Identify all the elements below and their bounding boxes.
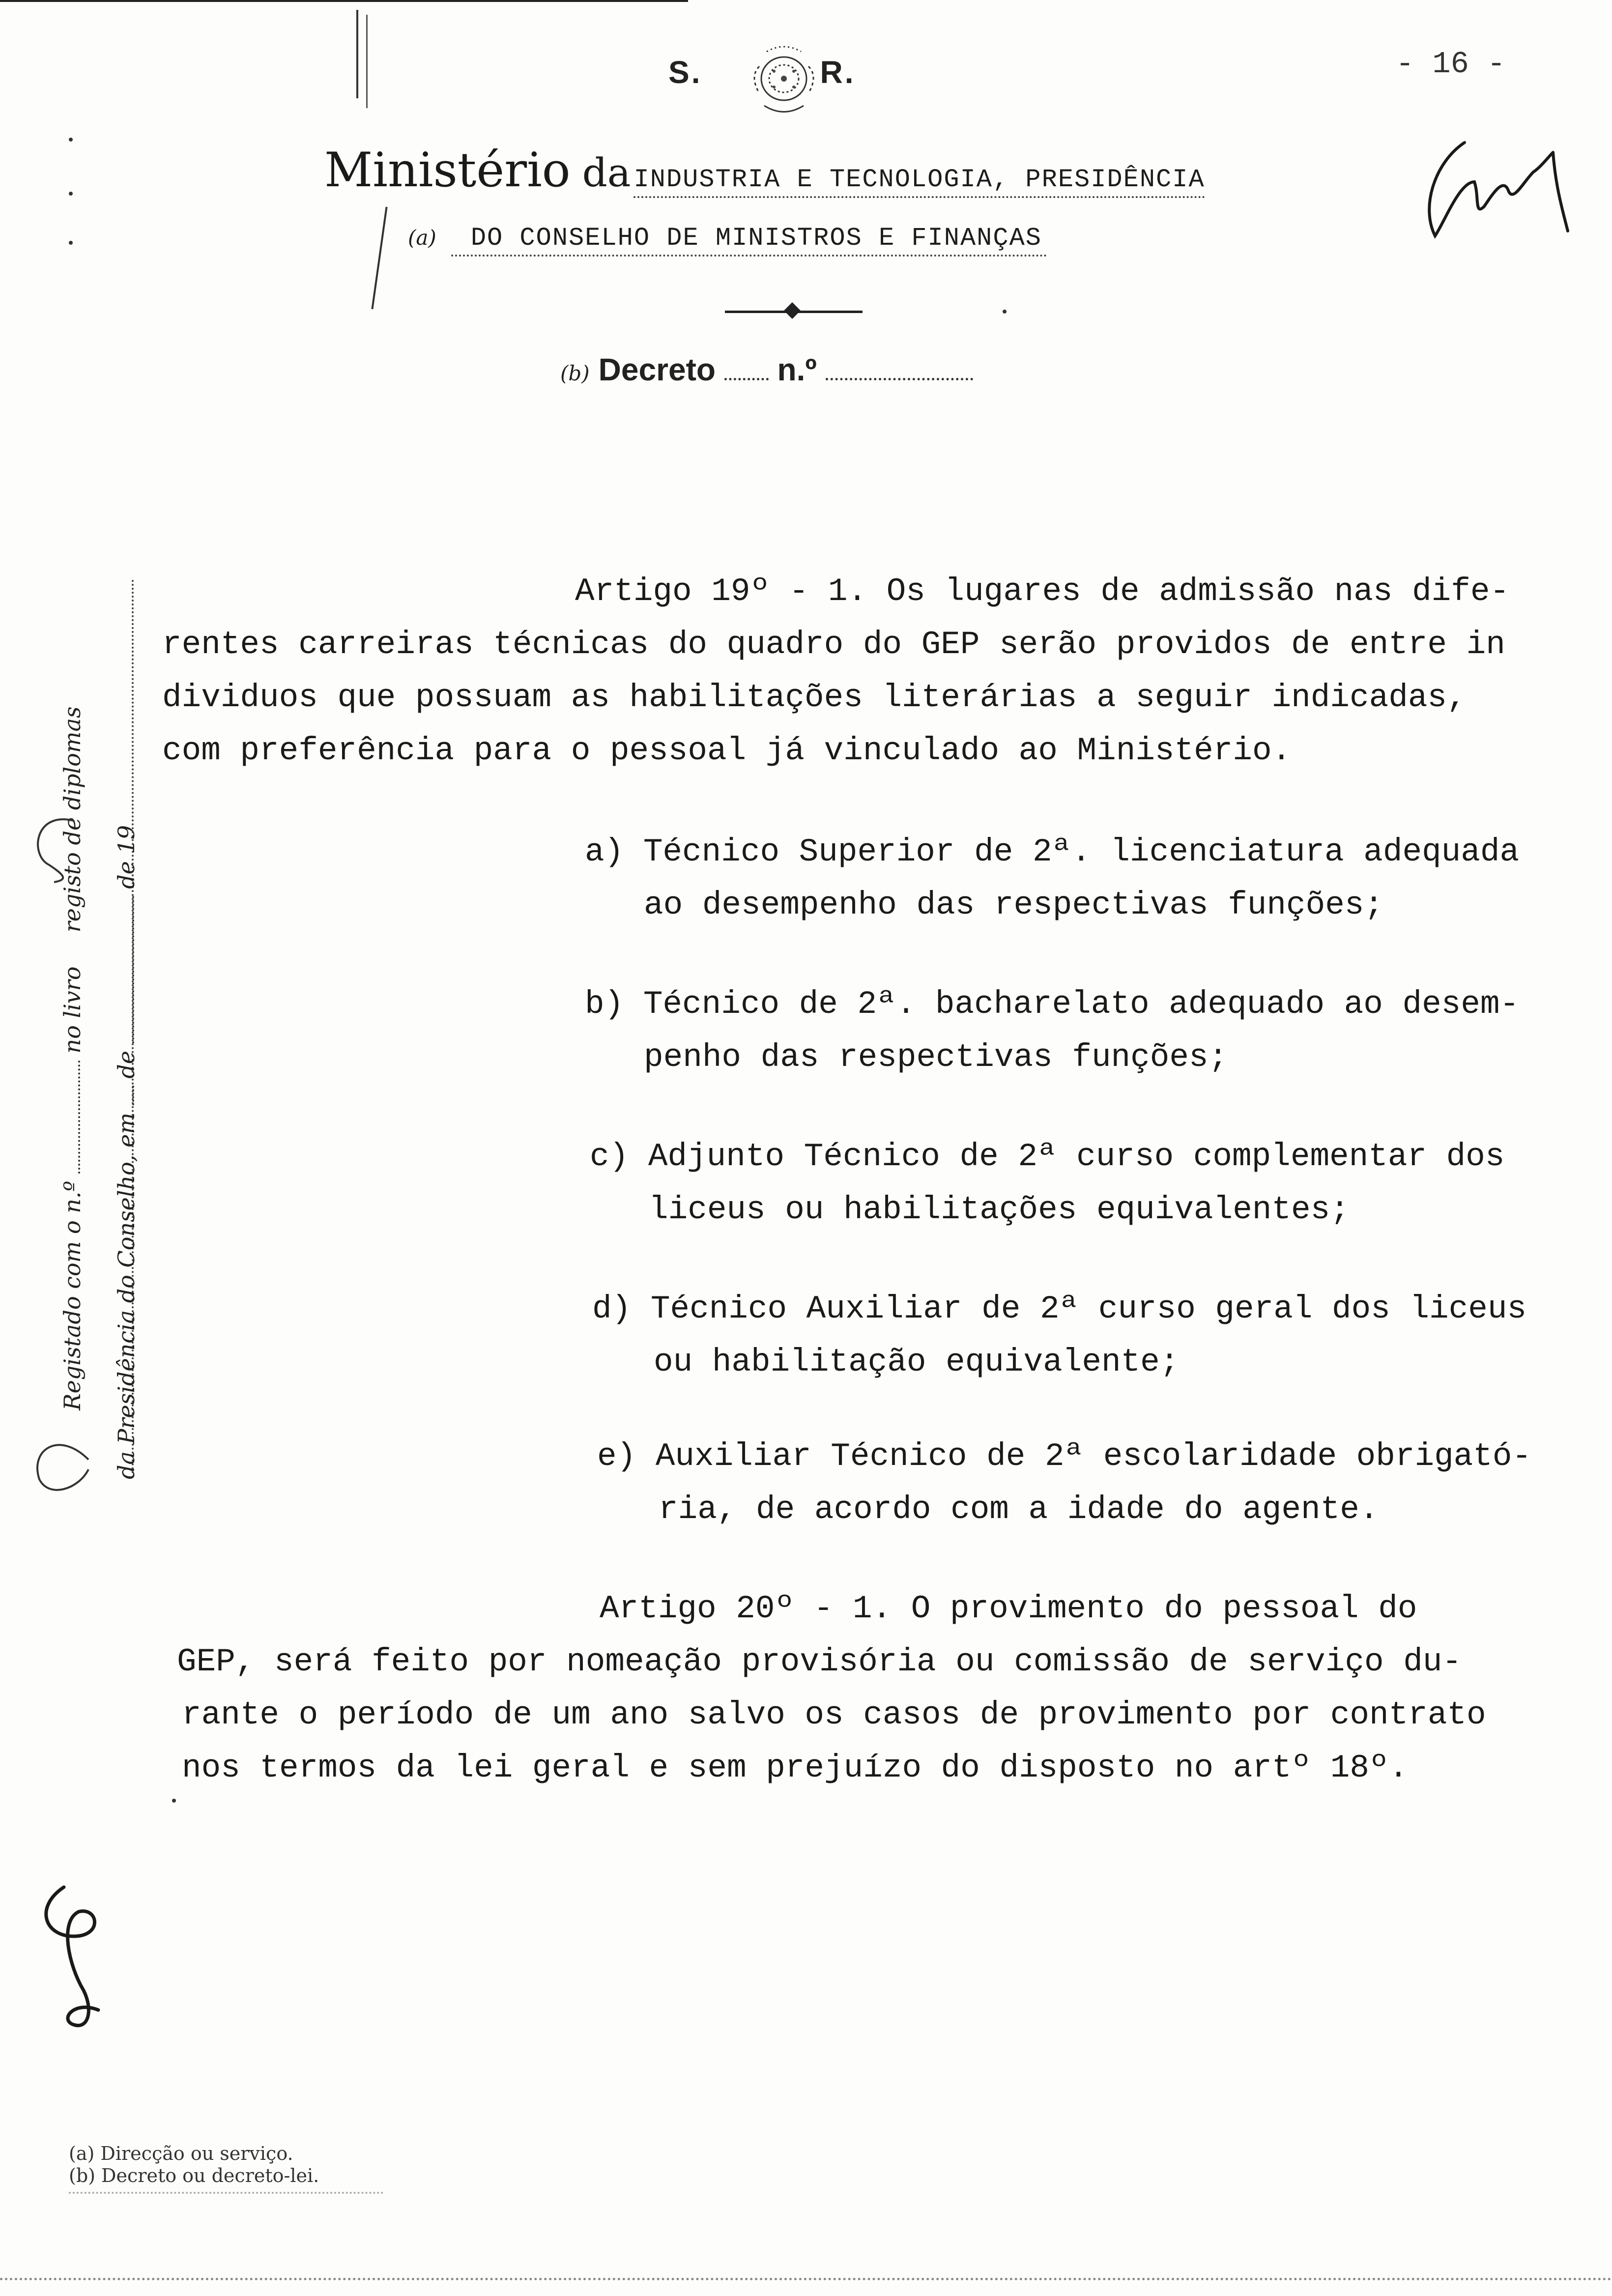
ministry-da: da xyxy=(582,150,631,196)
article-20-line: nos termos da lei geral e sem prejuízo do disposto no artº 18º. xyxy=(182,1750,1409,1786)
decreto-label: Decreto xyxy=(598,352,716,387)
print-code-smudge xyxy=(69,2192,383,2197)
article-19-line: rentes carreiras técnicas do quadro do GEP serão providos de entre in xyxy=(162,626,1505,663)
item-b-line: b) Técnico de 2ª. bacharelato adequado ao desem- xyxy=(585,986,1520,1023)
speck xyxy=(172,1799,176,1803)
speck xyxy=(69,192,73,196)
divider-diamond xyxy=(784,302,801,319)
article-20-line: GEP, será feito por nomeação provisória ou comissão de serviço du- xyxy=(177,1643,1462,1680)
item-d-line: ou habilitação equivalente; xyxy=(654,1344,1180,1380)
article-20-line: Artigo 20º - 1. O provimento do pessoal do xyxy=(600,1590,1417,1627)
footnote-a: (a) Direcção ou serviço. xyxy=(69,2143,293,2164)
item-c-line: liceus ou habilitações equivalentes; xyxy=(649,1191,1350,1228)
service-line xyxy=(408,224,1047,253)
sr-right: R. xyxy=(820,55,856,90)
item-a-line: ao desempenho das respectivas funções; xyxy=(644,887,1384,923)
registry-blank xyxy=(63,1061,80,1174)
item-e-line: ria, de acordo com a idade do agente. xyxy=(659,1491,1379,1528)
stroke-mark xyxy=(356,10,358,98)
article-19-line: com preferência para o pessoal já vinculado ao Ministério. xyxy=(162,732,1292,769)
item-e-line: e) Auxiliar Técnico de 2ª escolaridade obrigató- xyxy=(597,1438,1532,1475)
decreto-line xyxy=(560,351,973,388)
item-c-line: c) Adjunto Técnico de 2ª curso complementar dos xyxy=(590,1138,1505,1175)
bracket-mark xyxy=(29,1425,93,1499)
stroke-mark xyxy=(366,15,368,108)
speck xyxy=(69,241,73,245)
page-number: - 16 - xyxy=(1396,47,1506,82)
signature-initials-left xyxy=(29,1877,128,2044)
ministry-name: INDUSTRIA E TECNOLOGIA, PRESIDÊNCIA xyxy=(633,165,1205,198)
scan-edge-noise xyxy=(0,2278,1612,2283)
footnote-marker-a: (a) xyxy=(408,226,436,250)
numero-blank xyxy=(826,358,973,380)
registry-text: registo de diplomas xyxy=(59,706,86,933)
item-b-line: penho das respectivas funções; xyxy=(644,1039,1228,1076)
ministry-word: Ministério xyxy=(324,143,571,198)
registry-line-2 xyxy=(113,825,140,1479)
speck xyxy=(69,138,73,142)
registry-blank xyxy=(117,1086,134,1105)
numero-label: n.º xyxy=(777,352,817,387)
item-d-line: d) Técnico Auxiliar de 2ª curso geral dos liceus xyxy=(592,1291,1527,1327)
scan-edge-top xyxy=(0,0,688,2)
service-name: DO CONSELHO DE MINISTROS E FINANÇAS xyxy=(451,224,1047,257)
registry-text: no livro xyxy=(59,966,86,1054)
registry-blank xyxy=(117,896,134,1043)
signature-initials-top-right xyxy=(1406,123,1573,260)
speck xyxy=(1003,310,1007,314)
registry-text: de 19 xyxy=(113,825,140,889)
registry-text: Registado com o n.º xyxy=(59,1180,86,1410)
republic-seal-icon xyxy=(740,37,828,120)
article-19-line: dividuos que possuam as habilitações literárias a seguir indicadas, xyxy=(162,679,1467,716)
registry-text: da Presidência do Conselho, em xyxy=(113,1112,140,1479)
footnote-b: (b) Decreto ou decreto-lei. xyxy=(69,2165,319,2186)
item-a-line: a) Técnico Superior de 2ª. licenciatura adequada xyxy=(585,833,1520,870)
ministry-line xyxy=(324,143,1205,198)
footnote-marker-b: (b) xyxy=(560,361,590,385)
registry-text: de xyxy=(113,1051,140,1079)
decreto-blank xyxy=(724,358,769,380)
article-20-line: rante o período de um ano salvo os casos de provimento por contrato xyxy=(182,1696,1486,1733)
sr-left: S. xyxy=(668,55,702,90)
bracket-mark xyxy=(25,811,79,885)
stroke-mark xyxy=(371,207,387,310)
article-19-line: Artigo 19º - 1. Os lugares de admissão nas dife- xyxy=(575,573,1510,610)
